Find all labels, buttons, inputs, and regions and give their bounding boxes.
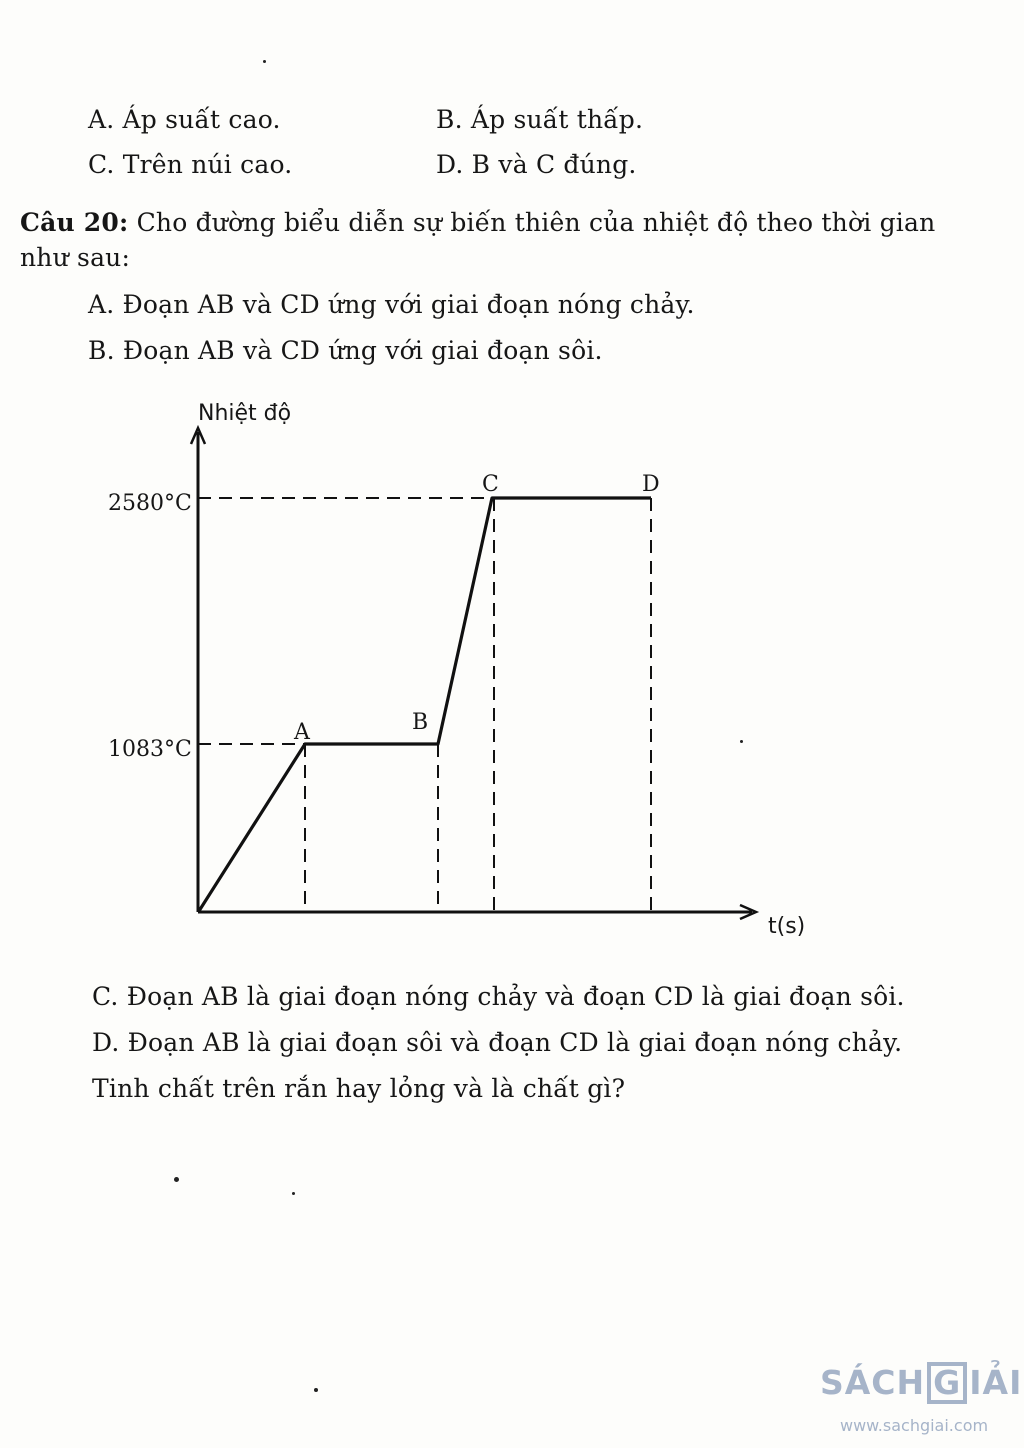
sachgiai-watermark <box>818 1358 1024 1448</box>
question-option-d: D. Đoạn AB là giai đoạn sôi và đoạn CD là giai đoạn nóng chảy. <box>92 1028 903 1057</box>
point-b-label: B <box>412 710 429 735</box>
watermark-brand-right: IẢI <box>969 1363 1023 1402</box>
scan-speck <box>740 740 743 743</box>
scan-speck <box>174 1177 179 1182</box>
watermark-brand-left: SÁCH <box>820 1363 926 1402</box>
option-b-previous: B. Áp suất thấp. <box>436 105 644 134</box>
point-d-label: D <box>642 472 660 497</box>
option-c-previous: C. Trên núi cao. <box>88 150 293 179</box>
temp-2580-label: 2580°C <box>108 491 192 516</box>
question-label: Câu 20: <box>20 208 129 237</box>
heating-curve <box>199 498 651 911</box>
watermark-brand <box>820 1362 1022 1404</box>
watermark-brand-boxed: G <box>927 1362 967 1404</box>
point-c-label: C <box>482 472 499 497</box>
scan-speck <box>292 1192 295 1195</box>
point-a-label: A <box>294 720 310 745</box>
option-a-previous: A. Áp suất cao. <box>88 105 281 134</box>
question-followup: Tinh chất trên rắn hay lỏng và là chất gì? <box>92 1074 626 1103</box>
y-axis-label: Nhiệt độ <box>198 401 292 426</box>
question-option-a: A. Đoạn AB và CD ứng với giai đoạn nóng chảy. <box>88 290 695 319</box>
option-d-previous: D. B và C đúng. <box>436 150 637 179</box>
x-axis-label: t(s) <box>768 914 806 939</box>
question-text-line1: Cho đường biểu diễn sự biến thiên của nhiệt độ theo thời gian <box>136 208 936 237</box>
scan-speck <box>263 60 266 63</box>
watermark-url: www.sachgiai.com <box>840 1416 989 1435</box>
question-option-c: C. Đoạn AB là giai đoạn nóng chảy và đoạn CD là giai đoạn sôi. <box>92 982 905 1011</box>
question-text-line2: như sau: <box>20 243 131 272</box>
scan-speck <box>314 1388 318 1392</box>
temp-1083-label: 1083°C <box>108 737 192 762</box>
question-option-b: B. Đoạn AB và CD ứng với giai đoạn sôi. <box>88 336 603 365</box>
